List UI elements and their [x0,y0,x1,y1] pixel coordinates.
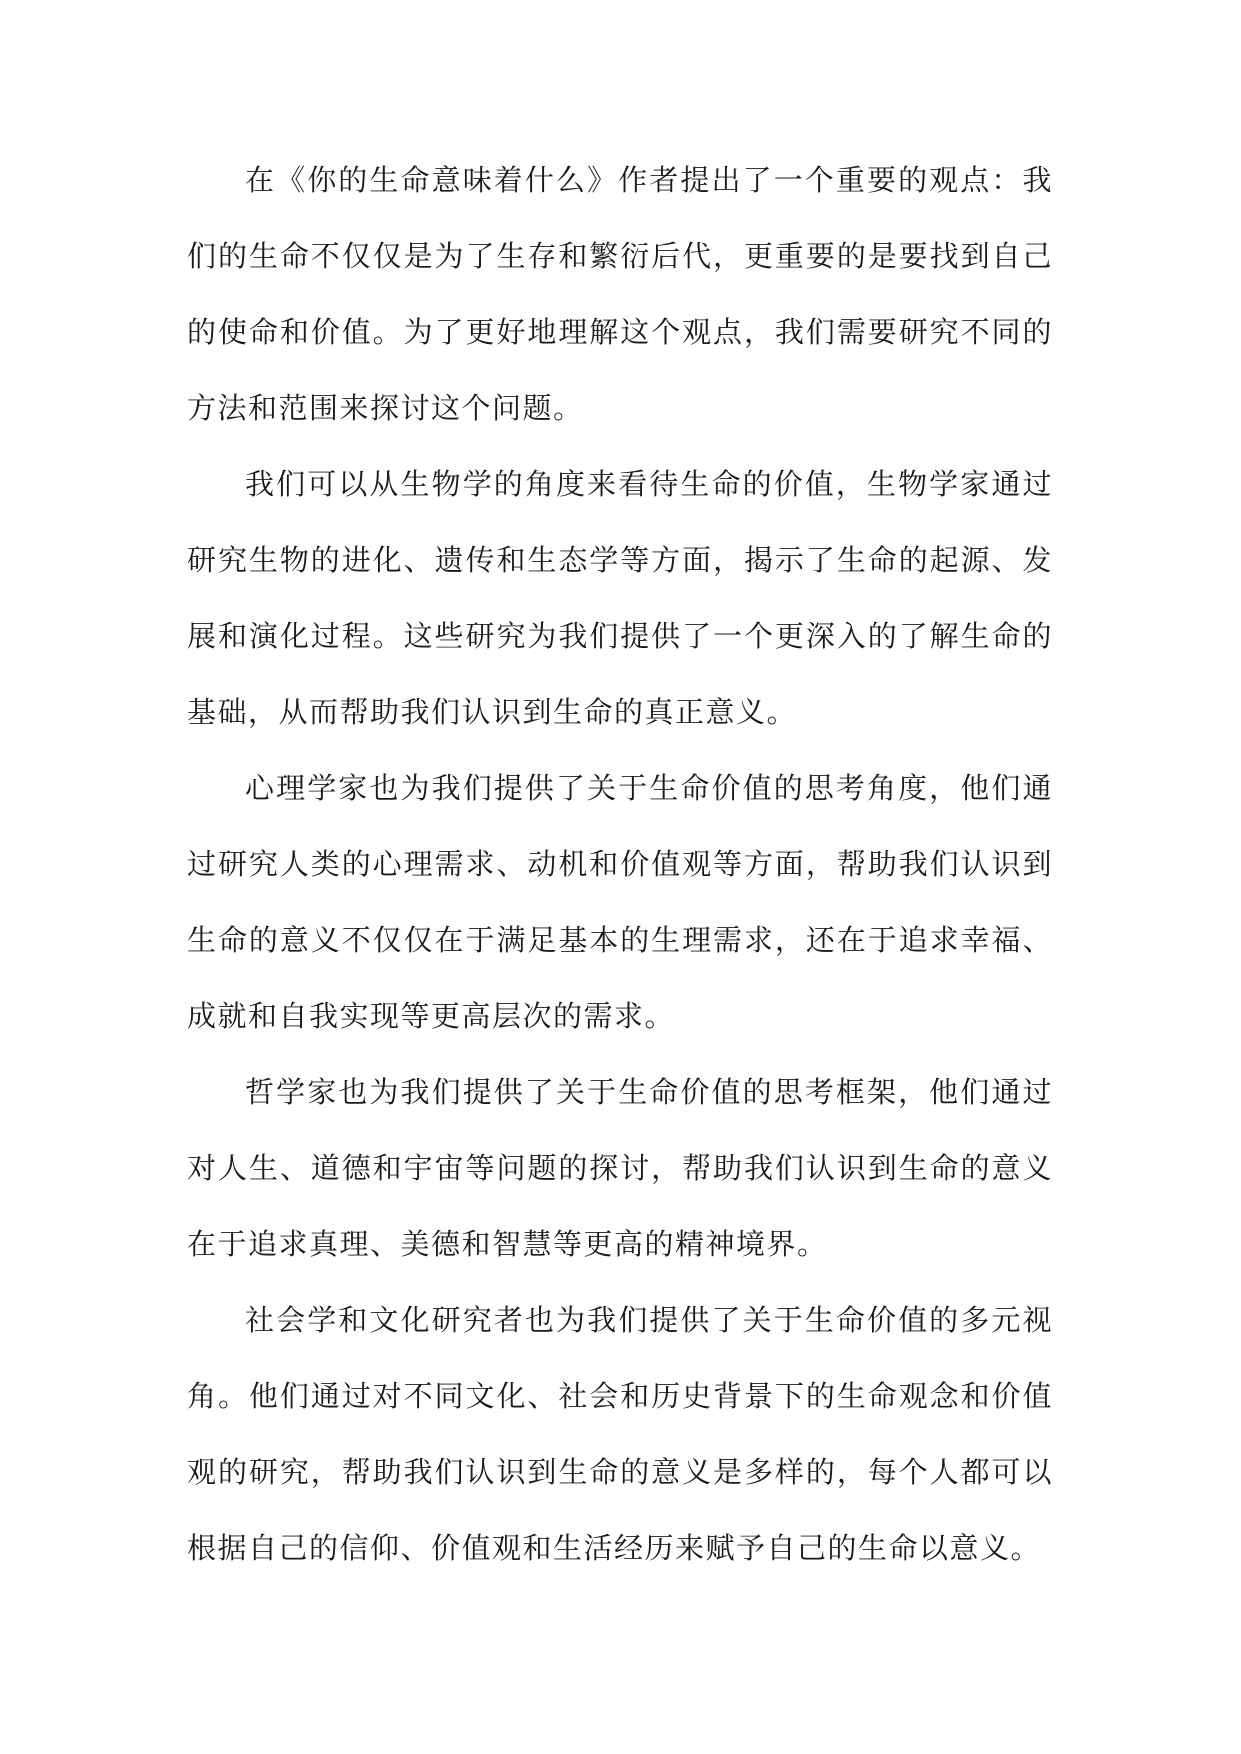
paragraph-1: 在《你的生命意味着什么》作者提出了一个重要的观点：我们的生命不仅仅是为了生存和繁衍后代，更重要的是要找到自己的使命和价值。为了更好地理解这个观点，我们需要研究不同的方法和范围来探讨这个问题。 [187,163,1053,425]
paragraph-2: 我们可以从生物学的角度来看待生命的价值，生物学家通过研究生物的进化、遗传和生态学等方面，揭示了生命的起源、发展和演化过程。这些研究为我们提供了一个更深入的了解生命的基础，从而帮助我们认识到生命的真正意义。 [187,467,1053,729]
paragraph-5: 社会学和文化研究者也为我们提供了关于生命价值的多元视角。他们通过对不同文化、社会和历史背景下的生命观念和价值观的研究，帮助我们认识到生命的意义是多样的，每个人都可以根据自己的信仰、价值观和生活经历来赋予自己的生命以意义。 [187,1303,1053,1565]
paragraph-4: 哲学家也为我们提供了关于生命价值的思考框架，他们通过对人生、道德和宇宙等问题的探讨，帮助我们认识到生命的意义在于追求真理、美德和智慧等更高的精神境界。 [187,1075,1053,1261]
paragraph-3: 心理学家也为我们提供了关于生命价值的思考角度，他们通过研究人类的心理需求、动机和价值观等方面，帮助我们认识到生命的意义不仅仅在于满足基本的生理需求，还在于追求幸福、成就和自我实现等更高层次的需求。 [187,771,1053,1033]
document-body [187,142,1053,1586]
